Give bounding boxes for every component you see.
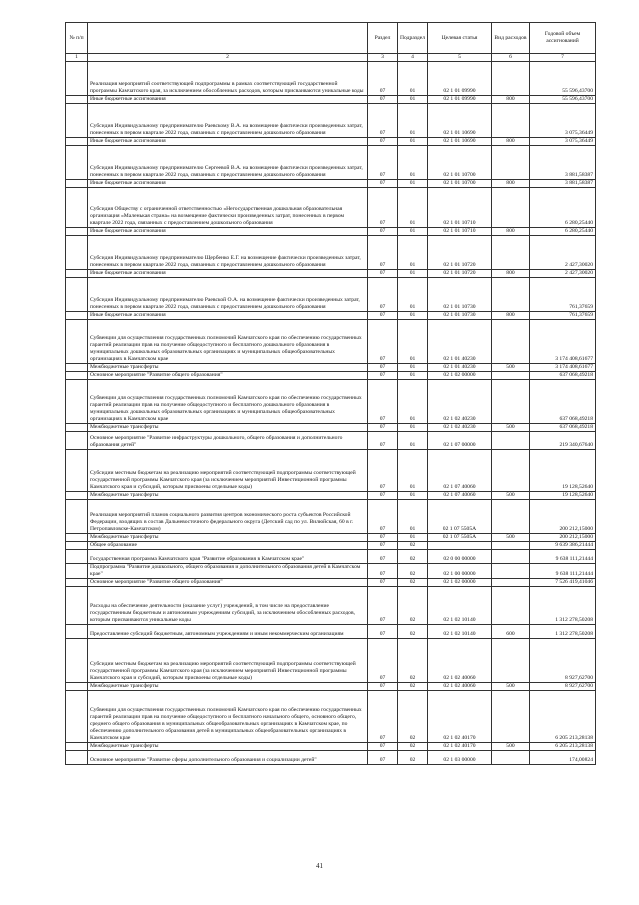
razdel-cell: 07	[368, 138, 398, 146]
podrazdel-cell: 01	[398, 432, 428, 450]
table-row	[66, 450, 596, 492]
csr-cell: 02 1 01 09990	[428, 62, 492, 96]
csr-cell: 02 1 01 10710	[428, 228, 492, 236]
table-row	[66, 180, 596, 188]
podrazdel-cell: 02	[398, 564, 428, 579]
num-cell	[66, 500, 88, 534]
index-cell: 5	[428, 54, 492, 62]
table-row	[66, 270, 596, 278]
razdel-cell: 07	[368, 278, 398, 312]
sum-cell: 9 638 111,21444	[530, 550, 596, 564]
csr-cell: 02 1 02 40230	[428, 424, 492, 432]
table-row	[66, 104, 596, 138]
csr-cell: 02 1 01 10700	[428, 146, 492, 180]
sum-cell: 219 340,67640	[530, 432, 596, 450]
podrazdel-cell: 02	[398, 587, 428, 625]
table-row	[66, 312, 596, 320]
index-cell: 4	[398, 54, 428, 62]
index-cell: 7	[530, 54, 596, 62]
num-cell	[66, 743, 88, 751]
sum-cell: 3 174 408,61677	[530, 364, 596, 372]
csr-cell: 02 1 01 10690	[428, 104, 492, 138]
index-cell: 6	[492, 54, 530, 62]
index-cell: 1	[66, 54, 88, 62]
razdel-cell: 07	[368, 691, 398, 743]
razdel-cell: 07	[368, 236, 398, 270]
vr-cell: 500	[492, 492, 530, 500]
table-row	[66, 639, 596, 683]
csr-cell: 02 1 02 40170	[428, 743, 492, 751]
table-row	[66, 534, 596, 542]
num-cell	[66, 320, 88, 364]
name-cell: Основное мероприятие "Развитие общего образования"	[88, 579, 368, 587]
csr-cell: 02 1 02 40230	[428, 380, 492, 424]
razdel-cell: 07	[368, 146, 398, 180]
name-cell: Иные бюджетные ассигнования	[88, 96, 368, 104]
vr-cell	[492, 278, 530, 312]
csr-cell: 02 0 00 00000	[428, 550, 492, 564]
csr-cell: 02 1 07 40060	[428, 492, 492, 500]
csr-cell: 02 1 02 10140	[428, 587, 492, 625]
razdel-cell: 07	[368, 364, 398, 372]
table-row	[66, 564, 596, 579]
num-cell	[66, 180, 88, 188]
num-cell	[66, 372, 88, 380]
num-cell	[66, 550, 88, 564]
name-cell: Межбюджетные трансферты	[88, 492, 368, 500]
podrazdel-cell: 01	[398, 364, 428, 372]
sum-cell: 761,37659	[530, 312, 596, 320]
table-row	[66, 188, 596, 228]
name-cell: Субсидия Индивидуальному предпринимателю Раевской О.А. на возмещение фактически произведенных затрат, понесенных в первом квартале 2022 года, связанных с предоставлением дошкольного образования	[88, 278, 368, 312]
table-row	[66, 96, 596, 104]
csr-cell: 02 1 01 40230	[428, 320, 492, 364]
csr-cell: 02 1 01 10690	[428, 138, 492, 146]
podrazdel-cell: 02	[398, 743, 428, 751]
num-cell	[66, 236, 88, 270]
vr-cell: 500	[492, 743, 530, 751]
sum-cell: 9 639 386,21444	[530, 542, 596, 550]
name-cell: Межбюджетные трансферты	[88, 364, 368, 372]
csr-cell: 02 1 02 00000	[428, 579, 492, 587]
name-cell: Иные бюджетные ассигнования	[88, 312, 368, 320]
sum-cell: 6 205 213,28138	[530, 691, 596, 743]
sum-cell: 3 075,36449	[530, 104, 596, 138]
sum-cell: 55 596,43700	[530, 62, 596, 96]
name-cell: Межбюджетные трансферты	[88, 534, 368, 542]
name-cell: Субсидии местным бюджетам на реализацию мероприятий соответствующей подпрограммы соответствующей государственной программы Камчатского края (за исключением мероприятий Инвестиционной программы Камчатского края и субсидий, которым присвоены отдельные коды)	[88, 450, 368, 492]
sum-cell: 3 881,58387	[530, 146, 596, 180]
podrazdel-cell: 01	[398, 372, 428, 380]
name-cell: Расходы на обеспечение деятельности (оказание услуг) учреждений, в том числе на предоставление государственным бюджетным и автономным учреждениям субсидий, за исключением обособленных расходов, которым присваиваются уникальные коды	[88, 587, 368, 625]
num-cell	[66, 96, 88, 104]
podrazdel-cell: 01	[398, 534, 428, 542]
razdel-cell: 07	[368, 587, 398, 625]
csr-cell: 02 1 07 5505А	[428, 534, 492, 542]
budget-table	[65, 22, 596, 765]
sum-cell: 637 068,49218	[530, 380, 596, 424]
razdel-cell: 07	[368, 751, 398, 765]
sum-cell: 8 927,62700	[530, 639, 596, 683]
podrazdel-cell: 02	[398, 639, 428, 683]
num-cell	[66, 228, 88, 236]
name-cell: Субсидия Индивидуальному предпринимателю Сергеевой В.А. на возмещение фактически произведенных затрат, понесенных в первом квартале 2022 года, связанных с предоставлением дошкольного образования	[88, 146, 368, 180]
csr-cell: 02 1 02 40060	[428, 683, 492, 691]
num-cell	[66, 639, 88, 683]
podrazdel-cell: 02	[398, 550, 428, 564]
name-cell: Субсидия Индивидуальному предпринимателю Раевскому В.А. на возмещение фактически произведенных затрат, понесенных в первом квартале 2022 года, связанных с предоставлением дошкольного образования	[88, 104, 368, 138]
table-row	[66, 424, 596, 432]
vr-cell	[492, 579, 530, 587]
razdel-cell: 07	[368, 372, 398, 380]
table-row	[66, 550, 596, 564]
name-cell: Субвенции для осуществления государственных полномочий Камчатского края по обеспечению государственных гарантий реализации прав на получение общедоступного и бесплатного дошкольного образования в муниципальных дошкольных образовательных организациях и муниципальных общеобразовательных организациях в Камчатском крае	[88, 320, 368, 364]
razdel-cell: 07	[368, 380, 398, 424]
sum-cell: 3 075,36449	[530, 138, 596, 146]
podrazdel-cell: 01	[398, 96, 428, 104]
csr-cell: 02 1 07 00000	[428, 432, 492, 450]
sum-cell: 1 312 278,50208	[530, 587, 596, 625]
sum-cell: 761,37659	[530, 278, 596, 312]
csr-cell: 02 1 01 09990	[428, 96, 492, 104]
razdel-cell: 07	[368, 550, 398, 564]
csr-cell: 02 1 01 10700	[428, 180, 492, 188]
vr-cell: 800	[492, 180, 530, 188]
razdel-cell: 07	[368, 424, 398, 432]
name-cell: Субсидия Индивидуальному предпринимателю Щербенко Е.Г. на возмещение фактически произведенных затрат, понесенных в первом квартале 2022 года, связанных с предоставлением дошкольного образования	[88, 236, 368, 270]
name-cell: Иные бюджетные ассигнования	[88, 138, 368, 146]
table-row	[66, 751, 596, 765]
csr-cell: 02 1 03 00000	[428, 751, 492, 765]
razdel-cell: 07	[368, 188, 398, 228]
header-num: № п/п	[66, 23, 88, 54]
sum-cell: 637 068,49218	[530, 372, 596, 380]
num-cell	[66, 564, 88, 579]
vr-cell	[492, 550, 530, 564]
table-row	[66, 683, 596, 691]
podrazdel-cell: 01	[398, 424, 428, 432]
podrazdel-cell: 01	[398, 500, 428, 534]
page-number: 41	[316, 862, 323, 870]
num-cell	[66, 104, 88, 138]
sum-cell: 2 427,30020	[530, 236, 596, 270]
podrazdel-cell: 01	[398, 138, 428, 146]
csr-cell	[428, 542, 492, 550]
vr-cell	[492, 564, 530, 579]
vr-cell: 500	[492, 683, 530, 691]
sum-cell: 3 881,58387	[530, 180, 596, 188]
razdel-cell: 07	[368, 743, 398, 751]
sum-cell: 6 280,25440	[530, 228, 596, 236]
podrazdel-cell: 01	[398, 320, 428, 364]
sum-cell: 6 280,25440	[530, 188, 596, 228]
table-body	[66, 62, 596, 765]
header-csr: Целевая статья	[428, 23, 492, 54]
num-cell	[66, 542, 88, 550]
name-cell: Иные бюджетные ассигнования	[88, 228, 368, 236]
razdel-cell: 07	[368, 104, 398, 138]
podrazdel-cell: 01	[398, 236, 428, 270]
name-cell: Общее образование	[88, 542, 368, 550]
sum-cell: 174,00824	[530, 751, 596, 765]
podrazdel-cell: 02	[398, 625, 428, 639]
table-row	[66, 542, 596, 550]
csr-cell: 02 1 01 10720	[428, 236, 492, 270]
podrazdel-cell: 02	[398, 751, 428, 765]
name-cell: Субвенции для осуществления государственных полномочий Камчатского края по обеспечению государственных гарантий реализации прав на получение общедоступного и бесплатного начального общего, основного общего, среднего общего образования в муниципальных общеобразовательных организациях в Камчатском крае, по обеспечению дополнительного образования детей в муниципальных общеобразовательных организациях в Камчатском крае	[88, 691, 368, 743]
vr-cell	[492, 62, 530, 96]
num-cell	[66, 534, 88, 542]
vr-cell	[492, 691, 530, 743]
podrazdel-cell: 01	[398, 228, 428, 236]
num-cell	[66, 380, 88, 424]
name-cell: Иные бюджетные ассигнования	[88, 270, 368, 278]
vr-cell: 800	[492, 228, 530, 236]
table-header-row	[66, 23, 596, 54]
sum-cell: 8 927,62700	[530, 683, 596, 691]
table-row	[66, 743, 596, 751]
table-row	[66, 500, 596, 534]
table-row	[66, 579, 596, 587]
name-cell: Субвенции для осуществления государственных полномочий Камчатского края по обеспечению государственных гарантий реализации прав на получение общедоступного и бесплатного дошкольного образования в муниципальных дошкольных образовательных организациях и муниципальных общеобразовательных организациях в Камчатском крае	[88, 380, 368, 424]
num-cell	[66, 492, 88, 500]
csr-cell: 02 1 01 10730	[428, 278, 492, 312]
sum-cell: 6 205 213,28138	[530, 743, 596, 751]
podrazdel-cell: 01	[398, 104, 428, 138]
table-row	[66, 372, 596, 380]
table-row	[66, 587, 596, 625]
num-cell	[66, 424, 88, 432]
sum-cell: 19 128,52640	[530, 450, 596, 492]
razdel-cell: 07	[368, 683, 398, 691]
razdel-cell: 07	[368, 564, 398, 579]
name-cell: Межбюджетные трансферты	[88, 424, 368, 432]
vr-cell	[492, 432, 530, 450]
num-cell	[66, 364, 88, 372]
csr-cell: 02 1 01 10720	[428, 270, 492, 278]
num-cell	[66, 579, 88, 587]
sum-cell: 3 174 408,61677	[530, 320, 596, 364]
table-row	[66, 228, 596, 236]
name-cell: Межбюджетные трансферты	[88, 683, 368, 691]
table-row	[66, 691, 596, 743]
name-cell: Основное мероприятие "Развитие инфраструктуры дошкольного, общего образования и дополнительного образования детей"	[88, 432, 368, 450]
header-razdel: Раздел	[368, 23, 398, 54]
num-cell	[66, 270, 88, 278]
name-cell: Основное мероприятие "Развитие общего образования"	[88, 372, 368, 380]
num-cell	[66, 188, 88, 228]
vr-cell	[492, 380, 530, 424]
podrazdel-cell: 02	[398, 579, 428, 587]
vr-cell	[492, 587, 530, 625]
csr-cell: 02 1 07 5505А	[428, 500, 492, 534]
csr-cell: 02 1 02 40170	[428, 691, 492, 743]
table-row	[66, 236, 596, 270]
name-cell: Реализация мероприятий планов социального развития центров экономического роста субъектов Российской Федерации, входящих в состав Дальневосточного федерального округа (Детский сад по ул. Вилюйская, 60 в г. Петропавловске-Камчатском)	[88, 500, 368, 534]
budget-table-sheet	[65, 22, 595, 765]
num-cell	[66, 312, 88, 320]
num-cell	[66, 751, 88, 765]
sum-cell: 1 312 278,50208	[530, 625, 596, 639]
header-sum: Годовой объем ассигнований	[530, 23, 596, 54]
vr-cell	[492, 320, 530, 364]
razdel-cell: 07	[368, 312, 398, 320]
podrazdel-cell: 01	[398, 180, 428, 188]
podrazdel-cell: 01	[398, 380, 428, 424]
name-cell: Субсидии местным бюджетам на реализацию мероприятий соответствующей подпрограммы соответствующей государственной программы Камчатского края (за исключением мероприятий Инвестиционной программы Камчатского края и субсидий, которым присвоены отдельные коды)	[88, 639, 368, 683]
csr-cell: 02 1 01 10710	[428, 188, 492, 228]
name-cell: Предоставление субсидий бюджетным, автономным учреждениям и иным некоммерческим организациям	[88, 625, 368, 639]
sum-cell: 637 068,49218	[530, 424, 596, 432]
vr-cell	[492, 146, 530, 180]
table-row	[66, 432, 596, 450]
vr-cell: 500	[492, 534, 530, 542]
razdel-cell: 07	[368, 320, 398, 364]
csr-cell: 02 1 02 40060	[428, 639, 492, 683]
table-row	[66, 364, 596, 372]
num-cell	[66, 138, 88, 146]
razdel-cell: 07	[368, 228, 398, 236]
vr-cell: 600	[492, 625, 530, 639]
razdel-cell: 07	[368, 625, 398, 639]
vr-cell: 500	[492, 364, 530, 372]
razdel-cell: 07	[368, 450, 398, 492]
name-cell: Государственная программа Камчатского края "Развитие образования в Камчатском крае"	[88, 550, 368, 564]
razdel-cell: 07	[368, 500, 398, 534]
column-index-row	[66, 54, 596, 62]
vr-cell: 800	[492, 312, 530, 320]
table-row	[66, 492, 596, 500]
vr-cell: 800	[492, 96, 530, 104]
name-cell: Подпрограмма "Развитие дошкольного, общего образования и дополнительного образования детей в Камчатском крае"	[88, 564, 368, 579]
num-cell	[66, 278, 88, 312]
sum-cell: 19 128,52640	[530, 492, 596, 500]
razdel-cell: 07	[368, 96, 398, 104]
table-row	[66, 380, 596, 424]
podrazdel-cell: 01	[398, 62, 428, 96]
sum-cell: 7 526 419,41046	[530, 579, 596, 587]
num-cell	[66, 587, 88, 625]
sum-cell: 2 427,30020	[530, 270, 596, 278]
razdel-cell: 07	[368, 180, 398, 188]
num-cell	[66, 625, 88, 639]
podrazdel-cell: 01	[398, 450, 428, 492]
name-cell: Реализация мероприятий соответствующей подпрограммы в рамках соответствующей государственной программы Камчатского края, за исключением обособленных расходов, которым присваиваются уникальные коды	[88, 62, 368, 96]
csr-cell: 02 1 02 10140	[428, 625, 492, 639]
razdel-cell: 07	[368, 639, 398, 683]
razdel-cell: 07	[368, 534, 398, 542]
vr-cell	[492, 751, 530, 765]
podrazdel-cell: 02	[398, 542, 428, 550]
razdel-cell: 07	[368, 62, 398, 96]
table-row	[66, 320, 596, 364]
vr-cell	[492, 542, 530, 550]
podrazdel-cell: 01	[398, 312, 428, 320]
csr-cell: 02 1 00 00000	[428, 564, 492, 579]
table-row	[66, 278, 596, 312]
table-row	[66, 146, 596, 180]
vr-cell	[492, 236, 530, 270]
razdel-cell: 07	[368, 270, 398, 278]
razdel-cell: 07	[368, 492, 398, 500]
num-cell	[66, 683, 88, 691]
podrazdel-cell: 01	[398, 278, 428, 312]
podrazdel-cell: 01	[398, 188, 428, 228]
vr-cell	[492, 639, 530, 683]
csr-cell: 02 1 01 10730	[428, 312, 492, 320]
razdel-cell: 07	[368, 579, 398, 587]
csr-cell: 02 1 07 40060	[428, 450, 492, 492]
num-cell	[66, 432, 88, 450]
sum-cell: 55 596,43700	[530, 96, 596, 104]
vr-cell: 800	[492, 270, 530, 278]
razdel-cell: 07	[368, 432, 398, 450]
vr-cell	[492, 450, 530, 492]
header-vr: Вид расходов	[492, 23, 530, 54]
num-cell	[66, 62, 88, 96]
podrazdel-cell: 02	[398, 691, 428, 743]
sum-cell: 200 212,15000	[530, 500, 596, 534]
vr-cell	[492, 104, 530, 138]
index-cell: 2	[88, 54, 368, 62]
vr-cell	[492, 188, 530, 228]
podrazdel-cell: 01	[398, 270, 428, 278]
sum-cell: 200 212,15000	[530, 534, 596, 542]
name-cell: Субсидия Обществу с ограниченной ответственностью «Негосударственная дошкольная образовательная организация «Маленькая страна» на возмещение фактически произведенных затрат, понесенных в первом квартале 2022 года, связанных с предоставлением дошкольного образования	[88, 188, 368, 228]
csr-cell: 02 1 02 00000	[428, 372, 492, 380]
num-cell	[66, 691, 88, 743]
vr-cell	[492, 500, 530, 534]
name-cell: Основное мероприятие "Развитие сферы дополнительного образования и социализации детей"	[88, 751, 368, 765]
podrazdel-cell: 01	[398, 146, 428, 180]
vr-cell: 800	[492, 138, 530, 146]
table-row	[66, 62, 596, 96]
index-cell: 3	[368, 54, 398, 62]
table-row	[66, 138, 596, 146]
razdel-cell: 07	[368, 542, 398, 550]
num-cell	[66, 146, 88, 180]
header-podrazdel: Подраздел	[398, 23, 428, 54]
header-name	[88, 23, 368, 54]
name-cell: Межбюджетные трансферты	[88, 743, 368, 751]
csr-cell: 02 1 01 40230	[428, 364, 492, 372]
podrazdel-cell: 01	[398, 492, 428, 500]
num-cell	[66, 450, 88, 492]
podrazdel-cell: 02	[398, 683, 428, 691]
vr-cell	[492, 372, 530, 380]
table-row	[66, 625, 596, 639]
vr-cell: 500	[492, 424, 530, 432]
sum-cell: 9 638 111,21444	[530, 564, 596, 579]
name-cell: Иные бюджетные ассигнования	[88, 180, 368, 188]
